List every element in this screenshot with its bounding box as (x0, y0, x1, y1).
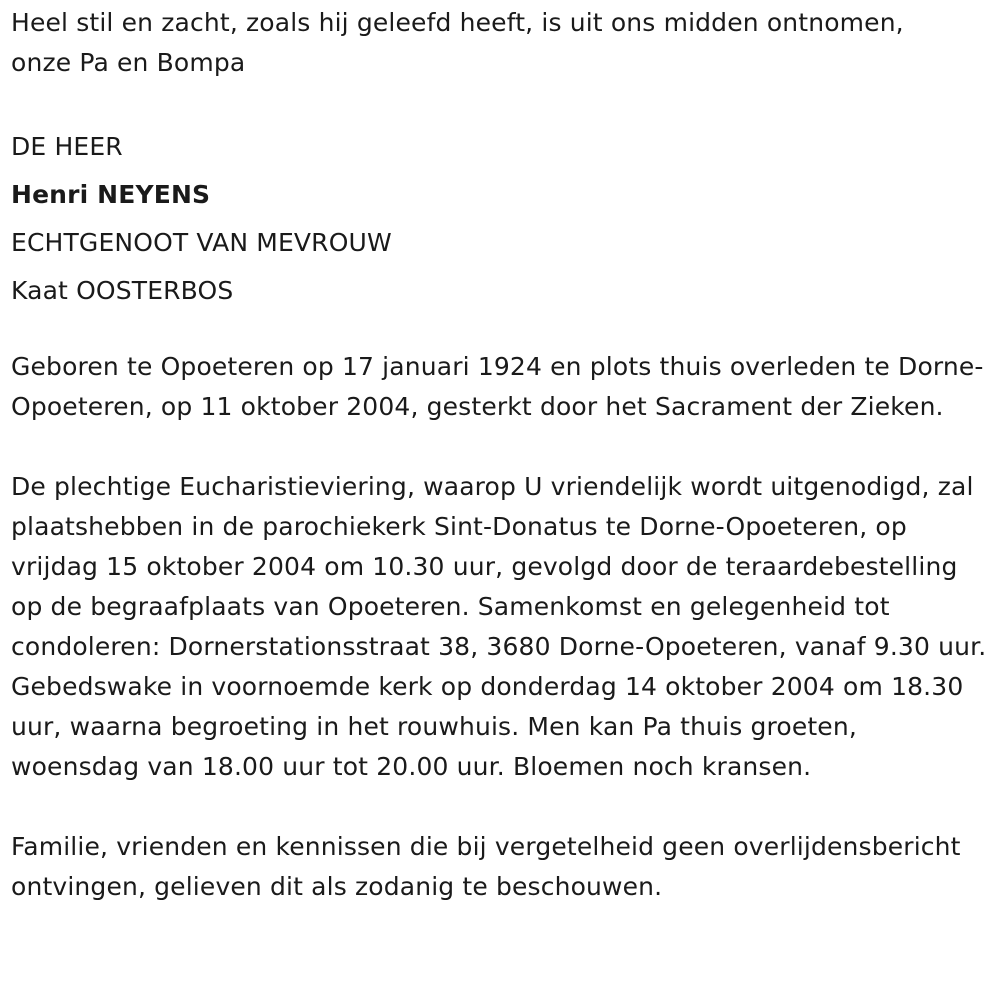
deceased-name: Henri NEYENS (11, 180, 211, 209)
spouse-name: Kaat OOSTERBOS (11, 276, 234, 305)
birth-death-paragraph: Geboren te Opoeteren op 17 januari 1924 en plots thuis overleden te Dorne-Opoeteren, op 11 oktober 2004, gesterkt door het Sacrament der Zieken. (11, 352, 984, 421)
ceremony-paragraph: De plechtige Eucharistieviering, waarop U vriendelijk wordt uitgenodigd, zal plaatshebben in de parochiekerk Sint-Donatus te Dorne-Opoeteren, op vrijdag 15 oktober 2004 om 10.30 uur, gevolgd door de teraardebestelling op de begraafplaats van Opoeteren. Samenkomst en gelegenheid tot condoleren: Dornerstationsstraat 38, 3680 Dorne-Opoeteren, vanaf 9.30 uur. Gebedswake in voornoemde kerk op donderdag 14 oktober 2004 om 18.30 uur, waarna begroeting in het rouwhuis. Men kan Pa thuis groeten, woensdag van 18.00 uur tot 20.00 uur. Bloemen noch kransen. (11, 472, 987, 781)
intro-line-2: onze Pa en Bompa (11, 48, 246, 77)
spacer (11, 315, 991, 347)
deceased-block (11, 123, 991, 315)
spacer (11, 427, 991, 467)
honorific-title: DE HEER (11, 132, 123, 161)
spacer (11, 83, 991, 123)
closing-paragraph: Familie, vrienden en kennissen die bij vergetelheid geen overlijdensbericht ontvingen, gelieven dit als zodanig te beschouwen. (11, 832, 961, 901)
spouse-relation: ECHTGENOOT VAN MEVROUW (11, 228, 392, 257)
spacer (11, 787, 991, 827)
death-notice (11, 3, 991, 907)
intro-line-1: Heel stil en zacht, zoals hij geleefd heeft, is uit ons midden ontnomen, (11, 8, 904, 37)
